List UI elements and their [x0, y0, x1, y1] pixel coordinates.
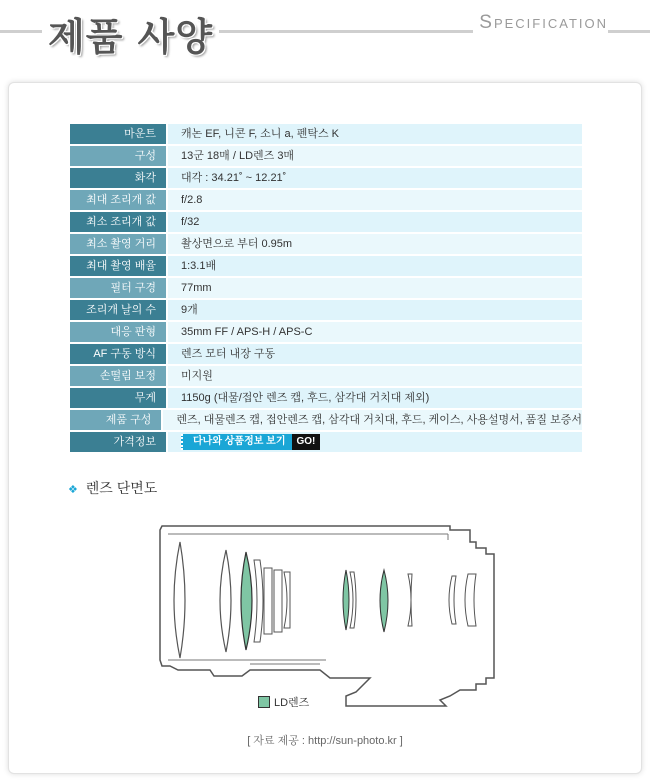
- spec-value: 77mm: [168, 278, 582, 298]
- spec-row: [70, 344, 582, 364]
- spec-row: [70, 146, 582, 166]
- spec-row: [70, 322, 582, 342]
- spec-label: 최대 조리개 값: [70, 190, 166, 210]
- section-title: 렌즈 단면도: [85, 480, 158, 496]
- spec-value: 9개: [168, 300, 582, 320]
- lens-element: [408, 574, 412, 626]
- diagram-legend: [258, 694, 309, 710]
- lens-element: [465, 574, 476, 626]
- spec-value: 촬상면으로 부터 0.95m: [168, 234, 582, 254]
- spec-value: 미지원: [168, 366, 582, 386]
- spec-row: [70, 366, 582, 386]
- spec-label: 무게: [70, 388, 166, 408]
- ld-lens-element-1: [241, 552, 252, 650]
- spec-value: f/2.8: [168, 190, 582, 210]
- spec-row: [70, 168, 582, 188]
- spec-table: [70, 124, 582, 454]
- source-credit: [ 자료 제공 : http://sun-photo.kr ]: [247, 735, 403, 747]
- spec-label: 조리개 날의 수: [70, 300, 166, 320]
- lens-barrel-inner: [168, 534, 448, 664]
- spec-row: [70, 410, 582, 430]
- spec-value: 렌즈 모터 내장 구동: [168, 344, 582, 364]
- go-button[interactable]: GO!: [292, 434, 321, 450]
- diamond-bullet-icon: ❖: [68, 484, 78, 496]
- spec-label: 가격정보: [70, 432, 166, 452]
- spec-label: 구성: [70, 146, 166, 166]
- spec-label: 화각: [70, 168, 166, 188]
- spec-value: 13군 18매 / LD렌즈 3매: [168, 146, 582, 166]
- spec-label: 대응 판형: [70, 322, 166, 342]
- section-heading: [68, 478, 157, 498]
- spec-value: [168, 432, 582, 452]
- spec-row: [70, 278, 582, 298]
- spec-row: [70, 256, 582, 276]
- lens-cross-section-diagram: [150, 520, 510, 710]
- spec-row: [70, 388, 582, 408]
- lens-element: [350, 572, 356, 628]
- spec-label: 최소 조리개 값: [70, 212, 166, 232]
- spec-row: [70, 190, 582, 210]
- ld-lens-swatch: [258, 696, 270, 708]
- spec-value: 대각 : 34.21˚ ~ 12.21˚: [168, 168, 582, 188]
- spec-label: AF 구동 방식: [70, 344, 166, 364]
- page-header: [0, 0, 650, 70]
- lens-barrel-outline: [160, 526, 494, 706]
- spec-label: 최대 촬영 배율: [70, 256, 166, 276]
- legend-label: LD렌즈: [274, 697, 310, 709]
- page-subtitle: Specification: [473, 12, 608, 34]
- spec-row: [70, 234, 582, 254]
- spec-row: [70, 432, 582, 452]
- lens-element: [220, 550, 231, 652]
- spec-label: 필터 구경: [70, 278, 166, 298]
- spec-value: 캐논 EF, 니콘 F, 소니 a, 펜탁스 K: [168, 124, 582, 144]
- spec-value: 35mm FF / APS-H / APS-C: [168, 322, 582, 342]
- page-title: 제품 사양: [42, 6, 219, 61]
- spec-value: f/32: [168, 212, 582, 232]
- spec-label: 손떨림 보정: [70, 366, 166, 386]
- spec-value: 1:3.1배: [168, 256, 582, 276]
- spec-row: [70, 300, 582, 320]
- lens-element: [284, 572, 290, 628]
- spec-value: 렌즈, 대물렌즈 캡, 접안렌즈 캡, 삼각대 거치대, 후드, 케이스, 사용설명서, 품질 보증서: [163, 410, 582, 430]
- spec-value: 1150g (대물/접안 렌즈 캡, 후드, 삼각대 거치대 제외): [168, 388, 582, 408]
- lens-element: [274, 570, 282, 632]
- spec-row: [70, 212, 582, 232]
- lens-element: [264, 568, 272, 634]
- ld-lens-element-2: [343, 570, 349, 630]
- danawa-info-button[interactable]: 다나와 상품정보 보기: [181, 434, 292, 450]
- spec-label: 최소 촬영 거리: [70, 234, 166, 254]
- spec-label: 마운트: [70, 124, 166, 144]
- front-lens-element: [174, 542, 185, 658]
- spec-label: 제품 구성: [70, 410, 161, 430]
- ld-lens-element-3: [380, 570, 388, 632]
- lens-element: [449, 576, 456, 624]
- spec-row: [70, 124, 582, 144]
- lens-element: [254, 560, 263, 642]
